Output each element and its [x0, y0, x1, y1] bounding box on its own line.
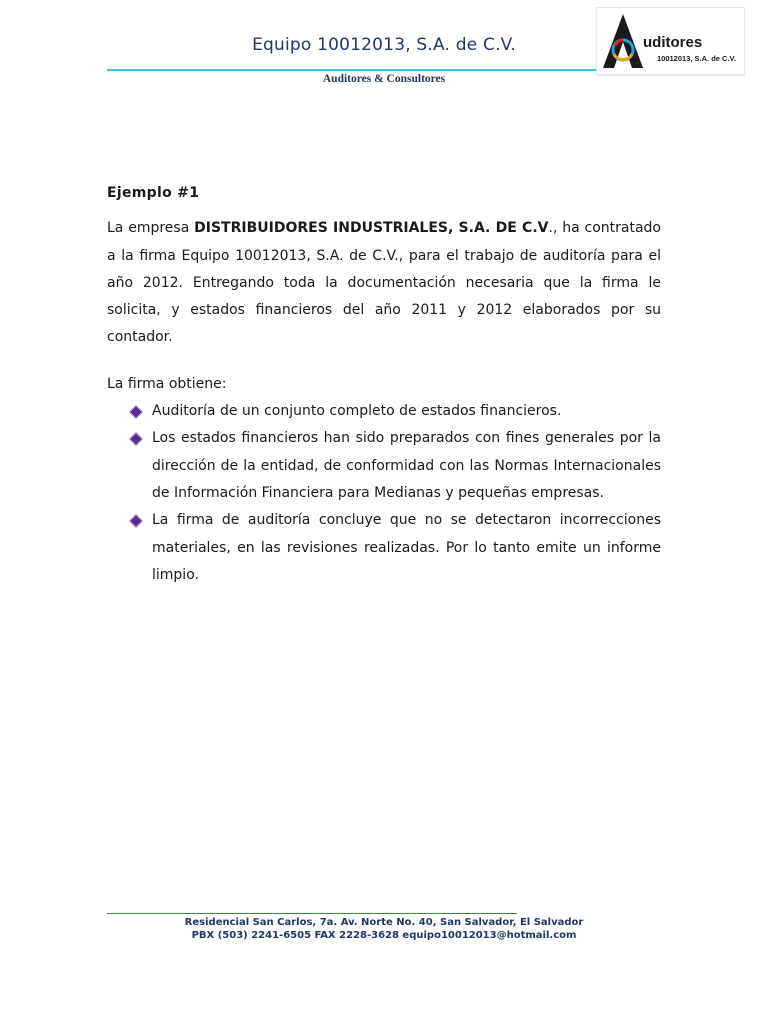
- company-logo: [596, 7, 745, 75]
- section-heading: Ejemplo #1: [107, 185, 200, 201]
- footer-contact: PBX (503) 2241-6505 FAX 2228-3628 equipo10012013@hotmail.com: [191, 929, 577, 941]
- list-item-text: La firma de auditoría concluye que no se detectaron incorrecciones materiales, en las revisiones realizadas. Por lo tanto emite un informe limpio.: [152, 512, 661, 583]
- intro-text-pre: La empresa: [107, 220, 195, 237]
- list-lead: La firma obtiene:: [107, 375, 227, 392]
- diamond-bullet-icon: [129, 432, 143, 446]
- diamond-bullet-icon: [129, 514, 143, 528]
- header-divider: [107, 69, 661, 71]
- list-item: [107, 398, 661, 425]
- page-footer: [107, 917, 661, 942]
- footer-address: Residencial San Carlos, 7a. Av. Norte No. 40, San Salvador, El Salvador: [184, 917, 584, 928]
- intro-text-post: ., ha contratado a la firma Equipo 10012013, S.A. de C.V., para el trabajo de auditoría para el año 2012. Entregando toda la documentación necesaria que la firma le solicita, y estados financieros del año 2011 y 2012 elaborados por su contador.: [107, 220, 661, 346]
- header-subtitle: Auditores & Consultores: [322, 73, 446, 85]
- logo-subtitle: 10012013, S.A. de C.V.: [657, 54, 736, 63]
- findings-list: [107, 398, 661, 589]
- diamond-bullet-icon: [129, 405, 143, 419]
- document-body: [107, 180, 661, 589]
- list-item: [107, 425, 661, 507]
- list-item-text: Los estados financieros han sido preparados con fines generales por la dirección de la entidad, de conformidad con las Normas Internacionales de Información Financiera para Medianas y pequeñas empresas.: [152, 430, 661, 501]
- header-title: Equipo 10012013, S.A. de C.V.: [252, 35, 516, 55]
- intro-paragraph: [107, 215, 661, 351]
- logo-a-icon: [601, 12, 645, 70]
- list-item-text: Auditoría de un conjunto completo de estados financieros.: [152, 403, 562, 420]
- footer-divider: [107, 913, 517, 914]
- list-item: [107, 507, 661, 589]
- company-name: DISTRIBUIDORES INDUSTRIALES, S.A. DE C.V: [194, 220, 549, 237]
- logo-wordmark: uditores: [643, 34, 703, 51]
